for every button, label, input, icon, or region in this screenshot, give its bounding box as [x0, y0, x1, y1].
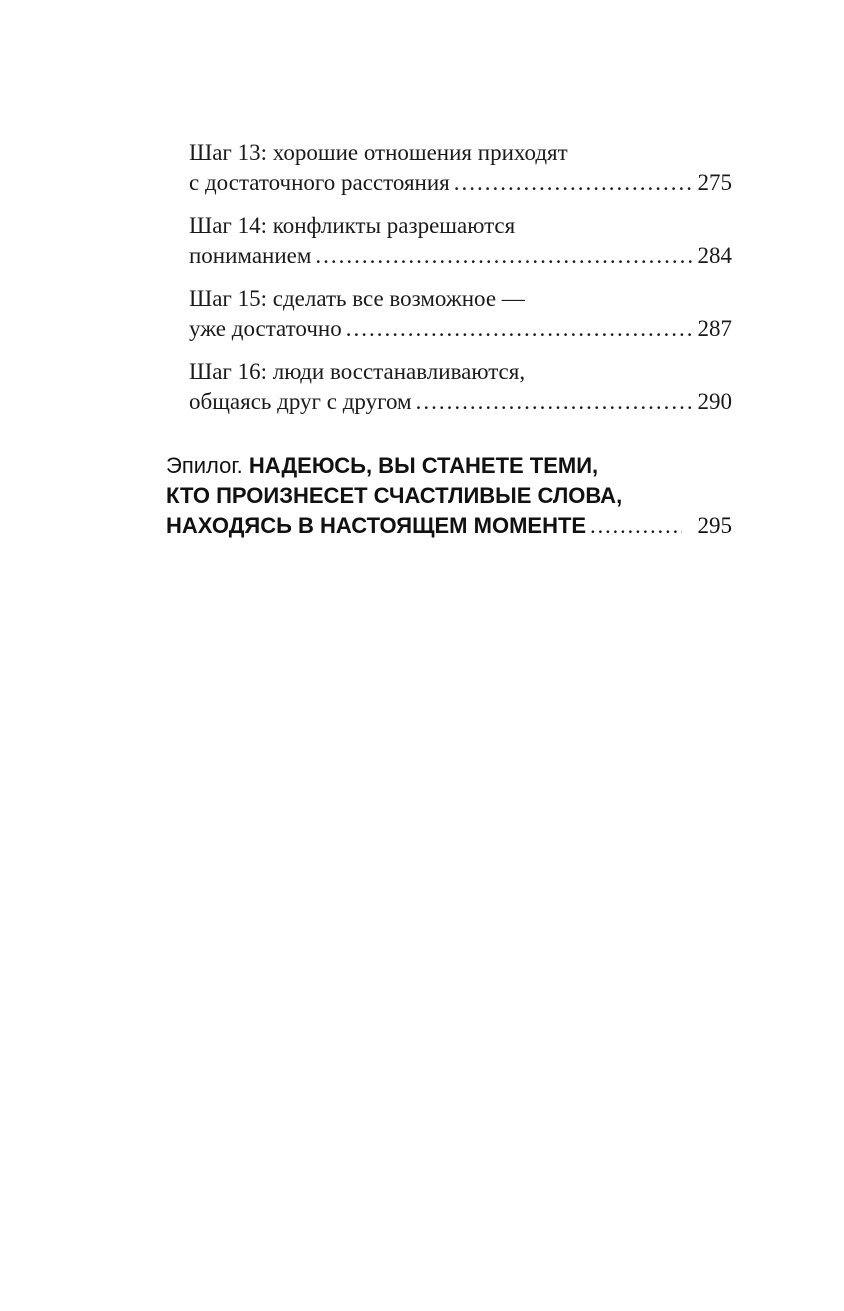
toc-entry-step-16[interactable] [189, 357, 732, 417]
dot-leader [590, 511, 681, 541]
toc-entry-step-14[interactable] [189, 211, 732, 271]
toc-entry-title-line-2: уже достаточно [189, 316, 342, 341]
dot-leader [315, 241, 693, 271]
toc-entry-title-line-2-row [189, 387, 732, 417]
toc-entry-page-number: 287 [697, 316, 732, 341]
toc-entry-title-line-1: Шаг 15: сделать все возможное — [189, 286, 525, 311]
epilogue-label: Эпилог. [166, 453, 243, 478]
epilogue-title-line-3: НАХОДЯСЬ В НАСТОЯЩЕМ МОМЕНТЕ [166, 513, 587, 538]
epilogue-title-line-1-row [166, 451, 732, 481]
toc-entry-title-line-2-row [189, 314, 732, 344]
toc-entry-title-line-2-row [189, 241, 732, 271]
dot-leader [454, 168, 694, 198]
toc-entry-epilogue[interactable] [166, 451, 732, 541]
toc-entry-title-line-1: Шаг 14: конфликты разрешаются [189, 213, 516, 238]
toc-entry-title-line-1: Шаг 16: люди восстанавливаются, [189, 359, 526, 384]
dot-leader [416, 387, 694, 417]
toc-entry-title-line-2: с достаточного расстояния [189, 170, 450, 195]
toc-entry-title-line-2: общаясь друг с другом [189, 389, 412, 414]
toc-entry-page-number: 284 [697, 243, 732, 268]
epilogue-page-number: 295 [697, 513, 732, 538]
epilogue-title-line-1: НАДЕЮСЬ, ВЫ СТАНЕТЕ ТЕМИ, [248, 453, 599, 478]
toc-entry-title-line-2: пониманием [189, 243, 312, 268]
toc-entry-step-15[interactable] [189, 284, 732, 344]
epilogue-title-line-2: КТО ПРОИЗНЕСЕТ СЧАСТЛИВЫЕ СЛОВА, [166, 483, 623, 508]
epilogue-title-line-3-row [166, 511, 732, 541]
toc-entry-page-number: 290 [697, 389, 732, 414]
toc-entry-title-line-1: Шаг 13: хорошие отношения приходят [189, 140, 568, 165]
toc-entry-title-line-2-row [189, 168, 732, 198]
toc-entry-step-13[interactable] [189, 138, 732, 198]
table-of-contents [166, 138, 732, 541]
toc-entry-page-number: 275 [697, 170, 732, 195]
dot-leader [346, 314, 694, 344]
